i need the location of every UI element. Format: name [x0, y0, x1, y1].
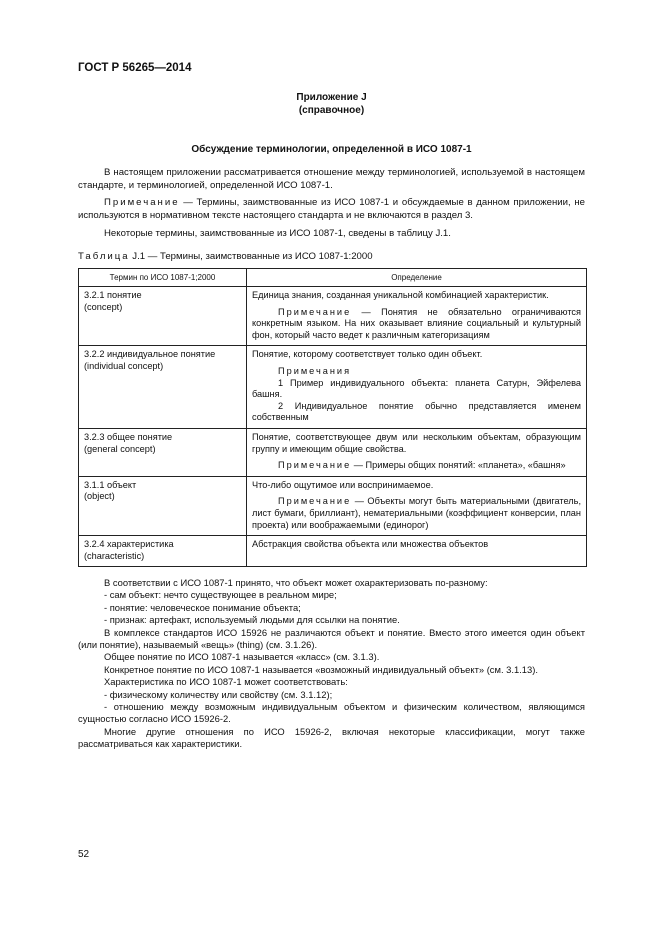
- body-paragraph: Характеристика по ИСО 1087-1 может соответствовать:: [104, 676, 348, 688]
- definition-text: Понятие, соответствующее двум или нескольким объектам, образующим группу и имеющим общие свойства.: [252, 431, 581, 454]
- note-label: Примечание: [278, 306, 352, 317]
- definition-cell: [247, 428, 587, 476]
- term-english: (general concept): [84, 443, 156, 454]
- term-english: (object): [84, 491, 115, 502]
- intro-table-reference: Некоторые термины, заимствованные из ИСО 1087-1, сведены в таблицу J.1.: [104, 228, 451, 239]
- table-header-row: [79, 269, 587, 287]
- column-header-term: Термин по ИСО 1087-1;2000: [79, 269, 247, 287]
- definition-text: Абстракция свойства объекта или множества объектов: [252, 539, 489, 550]
- annex-title: Приложение J: [296, 92, 367, 103]
- body-paragraph: Многие другие отношения по ИСО 15926-2, включая некоторые классификации, могут также рассматриваться как характеристики.: [78, 725, 585, 750]
- intro-paragraph: В настоящем приложении рассматривается отношение между терминологией, используемой в настоящем стандарте, и терминологией, определенной ИСО 1087-1.: [78, 167, 585, 191]
- table-caption-text: J.1 — Термины, заимствованные из ИСО 1087-1:2000: [129, 251, 373, 262]
- definition-text: Понятие, которому соответствует только один объект.: [252, 349, 483, 360]
- section-title: Обсуждение терминологии, определенной в ИСО 1087-1: [191, 144, 472, 155]
- definition-text: Единица знания, созданная уникальной комбинацией характеристик.: [252, 290, 549, 300]
- intro-note: [78, 197, 585, 222]
- list-item: - сам объект: нечто существующее в реальном мире;: [104, 589, 337, 601]
- term-english: (concept): [84, 301, 123, 312]
- definition-cell: [247, 536, 587, 567]
- body-paragraph: Общее понятие по ИСО 1087-1 называется «класс» (см. 3.1.3).: [104, 651, 380, 663]
- notes-label: Примечания: [278, 365, 352, 376]
- definition-cell: [247, 346, 587, 429]
- term-english: (individual concept): [84, 360, 164, 371]
- note-text: — Понятия не обязательно ограничиваются конкретным языком. На них оказывает влияние социальный и культурный фон, который часто ведет к различным категоризациям: [252, 306, 581, 340]
- note-label: Примечание: [278, 460, 352, 471]
- term-name: 3.2.3 общее понятие: [84, 431, 173, 442]
- term-cell: [79, 428, 247, 476]
- definition-note: [252, 307, 581, 342]
- list-item: - отношению между возможным индивидуальным объектом и физическим количеством, являющимся сущностью согласно ИСО 15926-2.: [78, 701, 585, 725]
- term-cell: [79, 346, 247, 429]
- body-paragraph: В комплексе стандартов ИСО 15926 не различаются объект и понятие. Вместо этого имеется один объект (или понятие), называемый «вещь» (thing) (см. 3.1.26).: [78, 626, 585, 651]
- note-item: 1 Пример индивидуального объекта: планета Сатурн, Эйфелева башня.: [252, 377, 581, 400]
- body-text: [78, 577, 585, 751]
- terms-table: [78, 268, 587, 567]
- table-caption-label: Таблица: [78, 251, 130, 262]
- term-cell: [79, 476, 247, 535]
- table-row: [79, 428, 587, 476]
- term-english: (characteristic): [84, 550, 145, 561]
- note-text: — Термины, заимствованные из ИСО 1087-1 и обсуждаемые в данном приложении, не используются в нормативном тексте настоящего стандарта и не включаются в раздел 3.: [78, 197, 585, 221]
- term-name: 3.2.2 индивидуальное понятие: [84, 349, 216, 360]
- note-text: — Объекты могут быть материальными (двигатель, лист бумаги, бриллиант), нематериальными (коэффициент конверсии, план проекта) или воображаемыми (единорог): [252, 496, 581, 530]
- note-label: Примечание: [104, 197, 180, 208]
- note-text: — Примеры общих понятий: «планета», «башня»: [351, 460, 566, 471]
- definition-text: Что-либо ощутимое или воспринимаемое.: [252, 479, 434, 490]
- list-item: - физическому количеству или свойству (см. 3.1.12);: [104, 688, 333, 700]
- table-row: [79, 346, 587, 429]
- definition-cell: [247, 287, 587, 346]
- term-name: 3.1.1 объект: [84, 479, 137, 490]
- table-row: [79, 476, 587, 535]
- standard-header: ГОСТ Р 56265—2014: [78, 62, 192, 74]
- definition-note: [252, 496, 581, 531]
- list-item: - понятие: человеческое понимание объекта;: [104, 601, 301, 613]
- table-row: [79, 536, 587, 567]
- page-number: 52: [78, 849, 90, 860]
- term-name: 3.2.4 характеристика: [84, 539, 174, 550]
- term-cell: [79, 287, 247, 346]
- body-paragraph: Конкретное понятие по ИСО 1087-1 называется «возможный индивидуальный объект» (см. 3.1.13).: [104, 663, 538, 675]
- annex-subtitle: (справочное): [298, 105, 365, 116]
- term-name: 3.2.1 понятие: [84, 290, 142, 300]
- note-item: 2 Индивидуальное понятие обычно представляется именем собственным: [252, 400, 581, 423]
- table-caption: [78, 251, 373, 262]
- note-label: Примечание: [278, 496, 352, 507]
- body-paragraph: В соответствии с ИСО 1087-1 принято, что объект может охарактеризовать по-разному:: [104, 577, 488, 588]
- term-cell: [79, 536, 247, 567]
- table-row: [79, 287, 587, 346]
- definition-cell: [247, 476, 587, 535]
- definition-note: [252, 460, 581, 472]
- column-header-definition: Определение: [247, 269, 587, 287]
- list-item: - признак: артефакт, используемый людьми для ссылки на понятие.: [104, 614, 400, 626]
